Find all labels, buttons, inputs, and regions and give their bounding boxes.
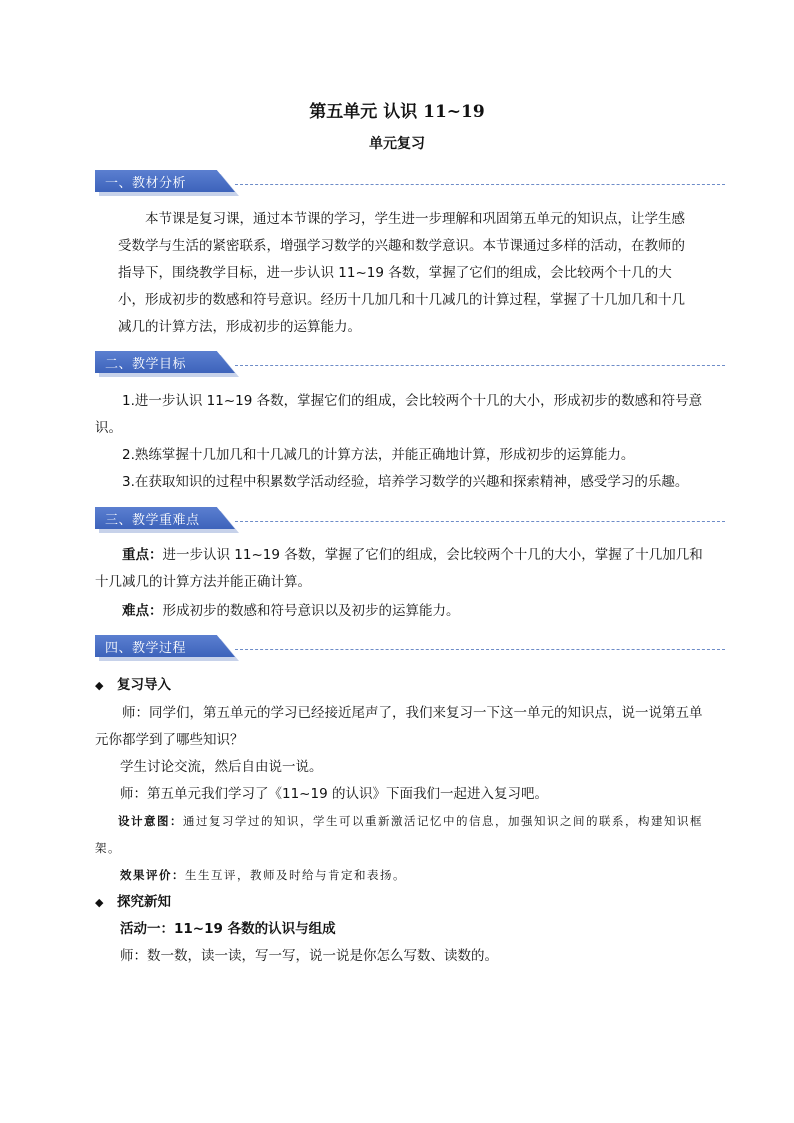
- objective-item: 2.熟练掌握十几加几和十几减几的计算方法，并能正确地计算，形成初步的运算能力。: [122, 447, 635, 463]
- effect-evaluation-label: 效果评价：: [120, 868, 185, 882]
- section-label: 四、教学过程: [105, 641, 187, 656]
- dashed-divider: [235, 649, 725, 650]
- difficult-point-label: 难点：: [122, 603, 163, 619]
- teacher-line: 师：第五单元我们学习了《11~19 的认识》下面我们一起进入复习吧。: [120, 786, 548, 802]
- students-line: 学生讨论交流，然后自由说一说。: [120, 759, 323, 775]
- review-heading-text: 复习导入: [117, 677, 171, 693]
- teacher-line: 师：数一数，读一读，写一写，说一说是你怎么写数、读数的。: [120, 948, 498, 964]
- dashed-divider: [235, 521, 725, 522]
- effect-evaluation: [120, 862, 700, 889]
- difficult-point: [95, 598, 703, 625]
- explore-heading-text: 探究新知: [117, 894, 171, 910]
- objective-item: 3.在获取知识的过程中积累数学活动经验，培养学习数学的兴趣和探索精神，感受学习的乐趣。: [122, 474, 689, 490]
- key-point-text: 进一步认识 11~19 各数，掌握了它们的组成，会比较两个十几的大小，掌握了十几加几和十几减几的计算方法并能正确计算。: [95, 547, 703, 590]
- activity-heading: 活动一：11~19 各数的认识与组成: [120, 921, 336, 937]
- section-header-key-points: [95, 507, 725, 537]
- design-intent: [95, 808, 703, 862]
- diamond-bullet-icon: ◆: [95, 679, 104, 692]
- design-intent-label: 设计意图：: [118, 814, 183, 828]
- teacher-line: 师：同学们，第五单元的学习已经接近尾声了，我们来复习一下这一单元的知识点，说一说第五单元你都学到了哪些知识？: [95, 705, 703, 748]
- dashed-divider: [235, 184, 725, 185]
- page-subtitle: 单元复习: [369, 136, 425, 152]
- explore-heading: [95, 889, 703, 916]
- dashed-divider: [235, 365, 725, 366]
- objective-item: 1.进一步认识 11~19 各数，掌握它们的组成，会比较两个十几的大小，形成初步的数感和符号意识。: [95, 393, 703, 436]
- difficult-point-text: 形成初步的数感和符号意识以及初步的运算能力。: [162, 603, 460, 619]
- section-header-process: [95, 635, 725, 665]
- effect-evaluation-text: 生生互评，教师及时给与肯定和表扬。: [185, 868, 406, 882]
- section-header-objectives: [95, 351, 725, 381]
- section-header-analysis: [95, 170, 725, 200]
- section-label: 三、教学重难点: [105, 513, 200, 528]
- design-intent-text: 通过复习学过的知识，学生可以重新激活记忆中的信息，加强知识之间的联系，构建知识框架。: [95, 814, 703, 855]
- section-label: 二、教学目标: [105, 357, 187, 372]
- analysis-paragraph: 本节课是复习课，通过本节课的学习，学生进一步理解和巩固第五单元的知识点，让学生感受数学与生活的紧密联系，增强学习数学的兴趣和数学意识。本节课通过多样的活动，在教师的指导下，围绕教学目标，进一步认识 11~19 各数，掌握了它们的组成，会比较两个十几的大小，形成初步的数感和符号意识。经历十几加几和十几减几的计算过程，掌握了十几加几和十几减几的计算方法，形成初步的运算能力。: [118, 211, 685, 335]
- key-point: [95, 542, 703, 596]
- page-title: 第五单元 认识 11~19: [309, 102, 485, 122]
- diamond-bullet-icon: ◆: [95, 896, 104, 909]
- review-heading: [95, 672, 703, 699]
- key-point-label: 重点：: [122, 547, 163, 563]
- section-label: 一、教材分析: [105, 176, 187, 191]
